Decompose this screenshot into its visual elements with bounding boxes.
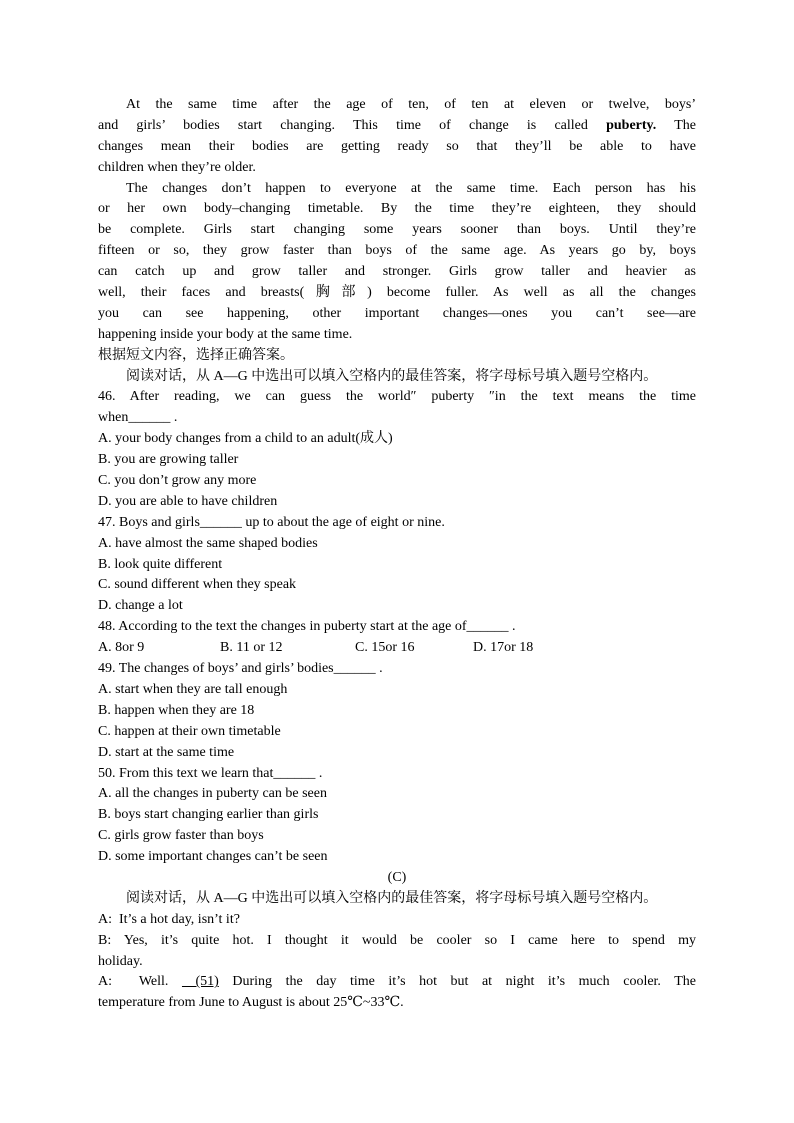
text-segment: 46. After reading, we can guess the world″ puberty ″in the text means the time bbox=[98, 389, 696, 405]
text-line bbox=[98, 450, 696, 471]
text-line bbox=[98, 199, 696, 220]
text-segment: D. some important changes can’t be seen bbox=[98, 849, 328, 865]
text-line bbox=[98, 680, 696, 701]
text-segment: C. happen at their own timetable bbox=[98, 723, 281, 739]
text-segment: 48. According to the text the changes in puberty start at the age of______ . bbox=[98, 619, 516, 635]
text-line bbox=[98, 262, 696, 283]
text-line bbox=[98, 596, 696, 617]
text-line bbox=[98, 492, 696, 513]
text-line bbox=[98, 304, 696, 325]
text-segment: A. 8or 9 bbox=[98, 640, 145, 656]
text-line bbox=[98, 513, 696, 534]
text-line bbox=[98, 910, 696, 931]
text-segment: children when they’re older. bbox=[98, 159, 256, 175]
text-line bbox=[98, 889, 696, 910]
text-line bbox=[98, 722, 696, 743]
passage-paragraph-2 bbox=[98, 179, 696, 346]
text-segment: A. start when they are tall enough bbox=[98, 681, 288, 697]
text-line bbox=[98, 387, 696, 408]
text-line bbox=[98, 367, 696, 388]
text-line bbox=[98, 95, 696, 116]
text-segment: D. 17or 18 bbox=[473, 640, 534, 656]
text-segment: The bbox=[656, 117, 697, 133]
instruction-dialogue-fill-zh-2 bbox=[98, 889, 696, 910]
text-segment: A: Well. bbox=[98, 974, 182, 990]
text-segment: A: It’s a hot day, isn’t it? bbox=[98, 911, 240, 927]
bold-keyword: puberty. bbox=[606, 117, 657, 133]
question-47 bbox=[98, 513, 696, 617]
text-segment: B. happen when they are 18 bbox=[98, 702, 255, 718]
text-segment: A. all the changes in puberty can be seen bbox=[98, 786, 327, 802]
text-segment: B: Yes, it’s quite hot. I thought it would be cooler so I came here to spend my bbox=[98, 932, 696, 948]
instruction-dialogue-fill-zh-1 bbox=[98, 367, 696, 388]
text-segment: D. you are able to have children bbox=[98, 493, 278, 509]
text-line bbox=[98, 408, 696, 429]
text-segment: 49. The changes of boys’ and girls’ bodies______ . bbox=[98, 661, 383, 677]
text-segment: temperature from June to August is about 25℃~33℃. bbox=[98, 995, 404, 1011]
document-body bbox=[98, 95, 696, 1014]
text-line bbox=[98, 346, 696, 367]
text-line bbox=[98, 931, 696, 952]
text-segment: happening inside your body at the same time. bbox=[98, 326, 353, 342]
text-segment: 47. Boys and girls______ up to about the age of eight or nine. bbox=[98, 514, 445, 530]
text-line bbox=[98, 241, 696, 262]
blank-51-underline: (51) bbox=[181, 974, 219, 990]
text-line bbox=[98, 868, 696, 889]
text-segment: fifteen or so, they grow faster than boys of the same age. As years go by, boys bbox=[98, 243, 696, 259]
text-segment: A. have almost the same shaped bodies bbox=[98, 535, 318, 551]
text-line bbox=[98, 471, 696, 492]
text-segment: well, their faces and breasts(胸部) become fuller. As well as all the changes bbox=[98, 285, 696, 301]
text-segment: 阅读对话，从 A—G 中选出可以填入空格内的最佳答案，将字母标号填入题号空格内。 bbox=[126, 368, 658, 384]
text-segment: C. girls grow faster than boys bbox=[98, 828, 264, 844]
text-segment: can catch up and grow taller and stronger. Girls grow taller and heavier as bbox=[98, 264, 696, 280]
text-segment: 50. From this text we learn that______ . bbox=[98, 765, 323, 781]
passage-paragraph-1 bbox=[98, 95, 696, 179]
text-segment: D. change a lot bbox=[98, 598, 183, 614]
text-segment: changes mean their bodies are getting ready so that they’ll be able to have bbox=[98, 138, 696, 154]
text-line bbox=[98, 826, 696, 847]
text-line bbox=[98, 325, 696, 346]
text-line bbox=[98, 701, 696, 722]
text-line bbox=[98, 617, 696, 638]
question-48 bbox=[98, 617, 696, 659]
text-segment: B. 11 or 12 bbox=[220, 640, 283, 656]
text-line bbox=[98, 575, 696, 596]
text-line bbox=[98, 784, 696, 805]
text-segment: C. sound different when they speak bbox=[98, 577, 297, 593]
question-46 bbox=[98, 387, 696, 512]
text-line bbox=[98, 158, 696, 179]
text-line bbox=[98, 137, 696, 158]
text-line bbox=[98, 972, 696, 993]
text-line bbox=[98, 534, 696, 555]
text-line bbox=[98, 659, 696, 680]
text-segment: The changes don’t happen to everyone at the same time. Each person has his bbox=[126, 180, 696, 196]
text-segment: you can see happening, other important changes—ones you can’t see—are bbox=[98, 305, 696, 321]
text-line bbox=[98, 179, 696, 200]
text-line bbox=[98, 952, 696, 973]
text-segment: (C) bbox=[387, 869, 407, 885]
text-segment: or her own body–changing timetable. By the time they’re eighteen, they should bbox=[98, 201, 696, 217]
text-segment: holiday. bbox=[98, 953, 143, 969]
question-50 bbox=[98, 764, 696, 868]
text-line bbox=[98, 743, 696, 764]
text-segment: be complete. Girls start changing some years sooner than boys. Until they’re bbox=[98, 222, 696, 238]
text-segment: 根据短文内容，选择正确答案。 bbox=[98, 347, 294, 363]
text-line bbox=[98, 283, 696, 304]
text-line bbox=[98, 638, 696, 659]
question-49 bbox=[98, 659, 696, 763]
text-segment: B. boys start changing earlier than girls bbox=[98, 807, 319, 823]
text-line bbox=[98, 429, 696, 450]
text-segment: C. 15or 16 bbox=[355, 640, 415, 656]
text-line bbox=[98, 764, 696, 785]
text-line bbox=[98, 555, 696, 576]
text-segment: A. your body changes from a child to an adult(成人) bbox=[98, 431, 393, 447]
text-segment: At the same time after the age of ten, of ten at eleven or twelve, boys’ bbox=[126, 97, 696, 112]
text-line bbox=[98, 847, 696, 868]
text-segment: B. look quite different bbox=[98, 556, 223, 572]
text-segment: 阅读对话，从 A—G 中选出可以填入空格内的最佳答案，将字母标号填入题号空格内。 bbox=[126, 890, 658, 906]
text-segment: B. you are growing taller bbox=[98, 452, 239, 468]
text-line bbox=[98, 220, 696, 241]
text-segment: C. you don’t grow any more bbox=[98, 473, 257, 489]
text-segment: when______ . bbox=[98, 410, 178, 426]
text-segment: D. start at the same time bbox=[98, 744, 235, 760]
text-segment: and girls’ bodies start changing. This time of change is called bbox=[98, 117, 607, 133]
text-line bbox=[98, 116, 696, 137]
instruction-choose-answer-zh bbox=[98, 346, 696, 367]
text-line bbox=[98, 993, 696, 1014]
dialogue-c bbox=[98, 910, 696, 1014]
section-c-header bbox=[98, 868, 696, 889]
text-segment: During the day time it’s hot but at night it’s much cooler. The bbox=[218, 974, 696, 990]
text-line bbox=[98, 805, 696, 826]
